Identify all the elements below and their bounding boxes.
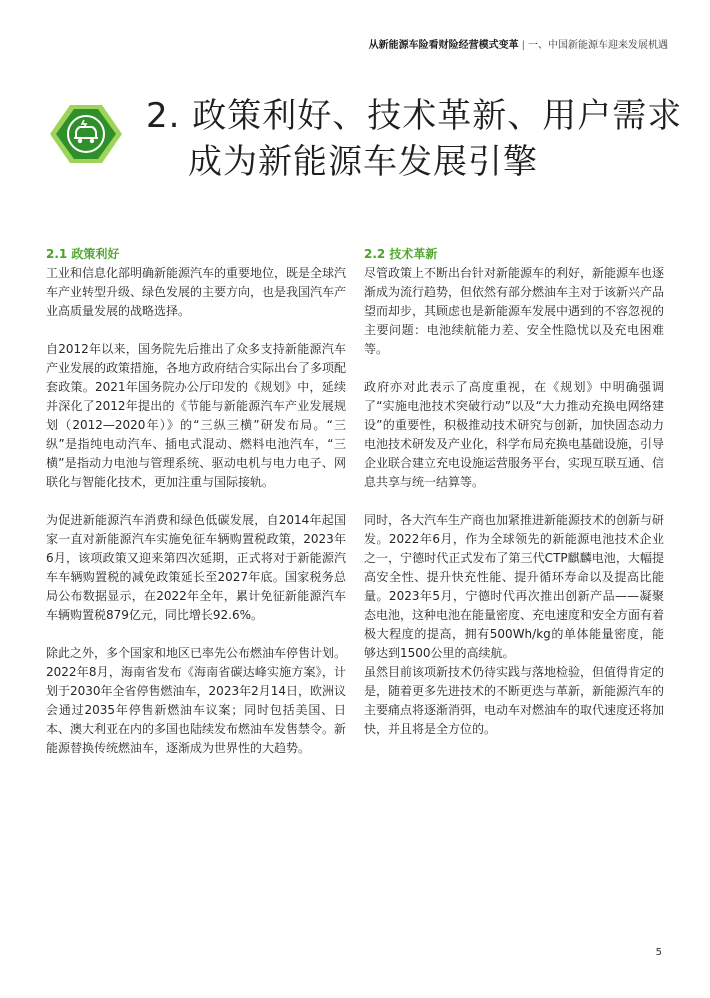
section-heading-tech: 2.2 技术革新: [364, 247, 438, 261]
chapter-title-line1: 2. 政策利好、技术革新、用户需求: [146, 96, 683, 136]
section-heading-policy: 2.1 政策利好: [46, 247, 120, 261]
page-number: 5: [655, 947, 662, 958]
chapter-title-line2: 成为新能源车发展引擎: [188, 142, 538, 182]
car-wheel-right: [90, 139, 94, 143]
column-tech: [364, 246, 664, 758]
running-header-separator: |: [521, 40, 525, 51]
tech-paragraph-2: 政府亦对此表示了高度重视，在《规划》中明确强调了“实施电池技术突破行动”以及“大力推动充换电网络建设”的重要性，积极推动技术研究与创新，加快固态动力电池技术研发及产业化，科学布局充换电基础设施，引导企业联合建立充电设施运营服务平台，实现互联互通、信息共享与统一结算等。: [364, 380, 665, 489]
tech-paragraph-4: 虽然目前该项新技术仍待实践与落地检验，但值得肯定的是，随着更多先进技术的不断更迭与革新，新能源汽车的主要痛点将逐渐消弭，电动车对燃油车的取代速度还将加快，并且将是全方位的。: [364, 665, 665, 736]
policy-paragraph-4: 除此之外，多个国家和地区已率先公布燃油车停售计划。2022年8月，海南省发布《海南省碳达峰实施方案》，计划于2030年全省停售燃油车，2023年2月14日，欧洲议会通过2035年停售新燃油车议案；同时包括美国、日本、澳大利亚在内的多国也陆续发布燃油车发售禁令。新能源替换传统燃油车，逐渐成为世界性的大趋势。: [46, 646, 347, 755]
running-header-doc-title: 从新能源车险看财险经营模式变革: [368, 40, 519, 51]
running-header-chapter: 一、中国新能源车迎来发展机遇: [528, 40, 668, 51]
car-wheel-left: [78, 139, 82, 143]
column-policy: [46, 246, 346, 777]
chapter-title: [146, 93, 686, 185]
tech-paragraph-3: 同时，各大汽车生产商也加紧推进新能源技术的创新与研发。2022年6月，作为全球领先的新能源电池技术企业之一，宁德时代正式发布了第三代CTP麒麟电池，大幅提高安全性、提升快充性能、提升循环寿命以及提高比能量。2023年5月，宁德时代再次推出创新产品——凝聚态电池，这种电池在能量密度、充电速度和安全方面有着极大程度的提高，拥有500Wh/kg的单体能量密度，能够达到1500公里的高续航。: [364, 513, 665, 660]
policy-paragraph-2: 自2012年以来，国务院先后推出了众多支持新能源汽车产业发展的政策措施，各地方政府结合实际出台了多项配套政策。2021年国务院办公厅印发的《规划》中，延续并深化了2012年提出的《节能与新能源汽车产业发展规划（2012—2020年）》的“三纵三横”研发布局。“三纵”是指纯电动汽车、插电式混动、燃料电池汽车，“三横”是指动力电池与管理系统、驱动电机与电力电子、网联化与智能化技术，更加注重与国际接轨。: [46, 342, 347, 489]
car-icon: [46, 103, 126, 165]
policy-paragraph-1: 工业和信息化部明确新能源汽车的重要地位，既是全球汽车产业转型升级、绿色发展的主要方向，也是我国汽车产业高质量发展的战略选择。: [46, 266, 347, 318]
policy-paragraph-3: 为促进新能源汽车消费和绿色低碳发展，自2014年起国家一直对新能源汽车实施免征车辆购置税政策，2023年6月，该项政策又迎来第四次延期，正式将对于新能源汽车车辆购置税的减免政策延长至2027年底。国家税务总局公布数据显示，在2022年全年，累计免征新能源汽车车辆购置税879亿元，同比增长92.6%。: [46, 513, 346, 622]
running-header: [369, 36, 668, 51]
tech-paragraph-1: 尽管政策上不断出台针对新能源车的利好，新能源车也逐渐成为流行趋势，但依然有部分燃油车主对于该新兴产品望而却步，其顾虑也是新能源车发展中遇到的不容忽视的主要问题：电池续航能力差、安全性隐忧以及充电困难等。: [364, 266, 665, 356]
